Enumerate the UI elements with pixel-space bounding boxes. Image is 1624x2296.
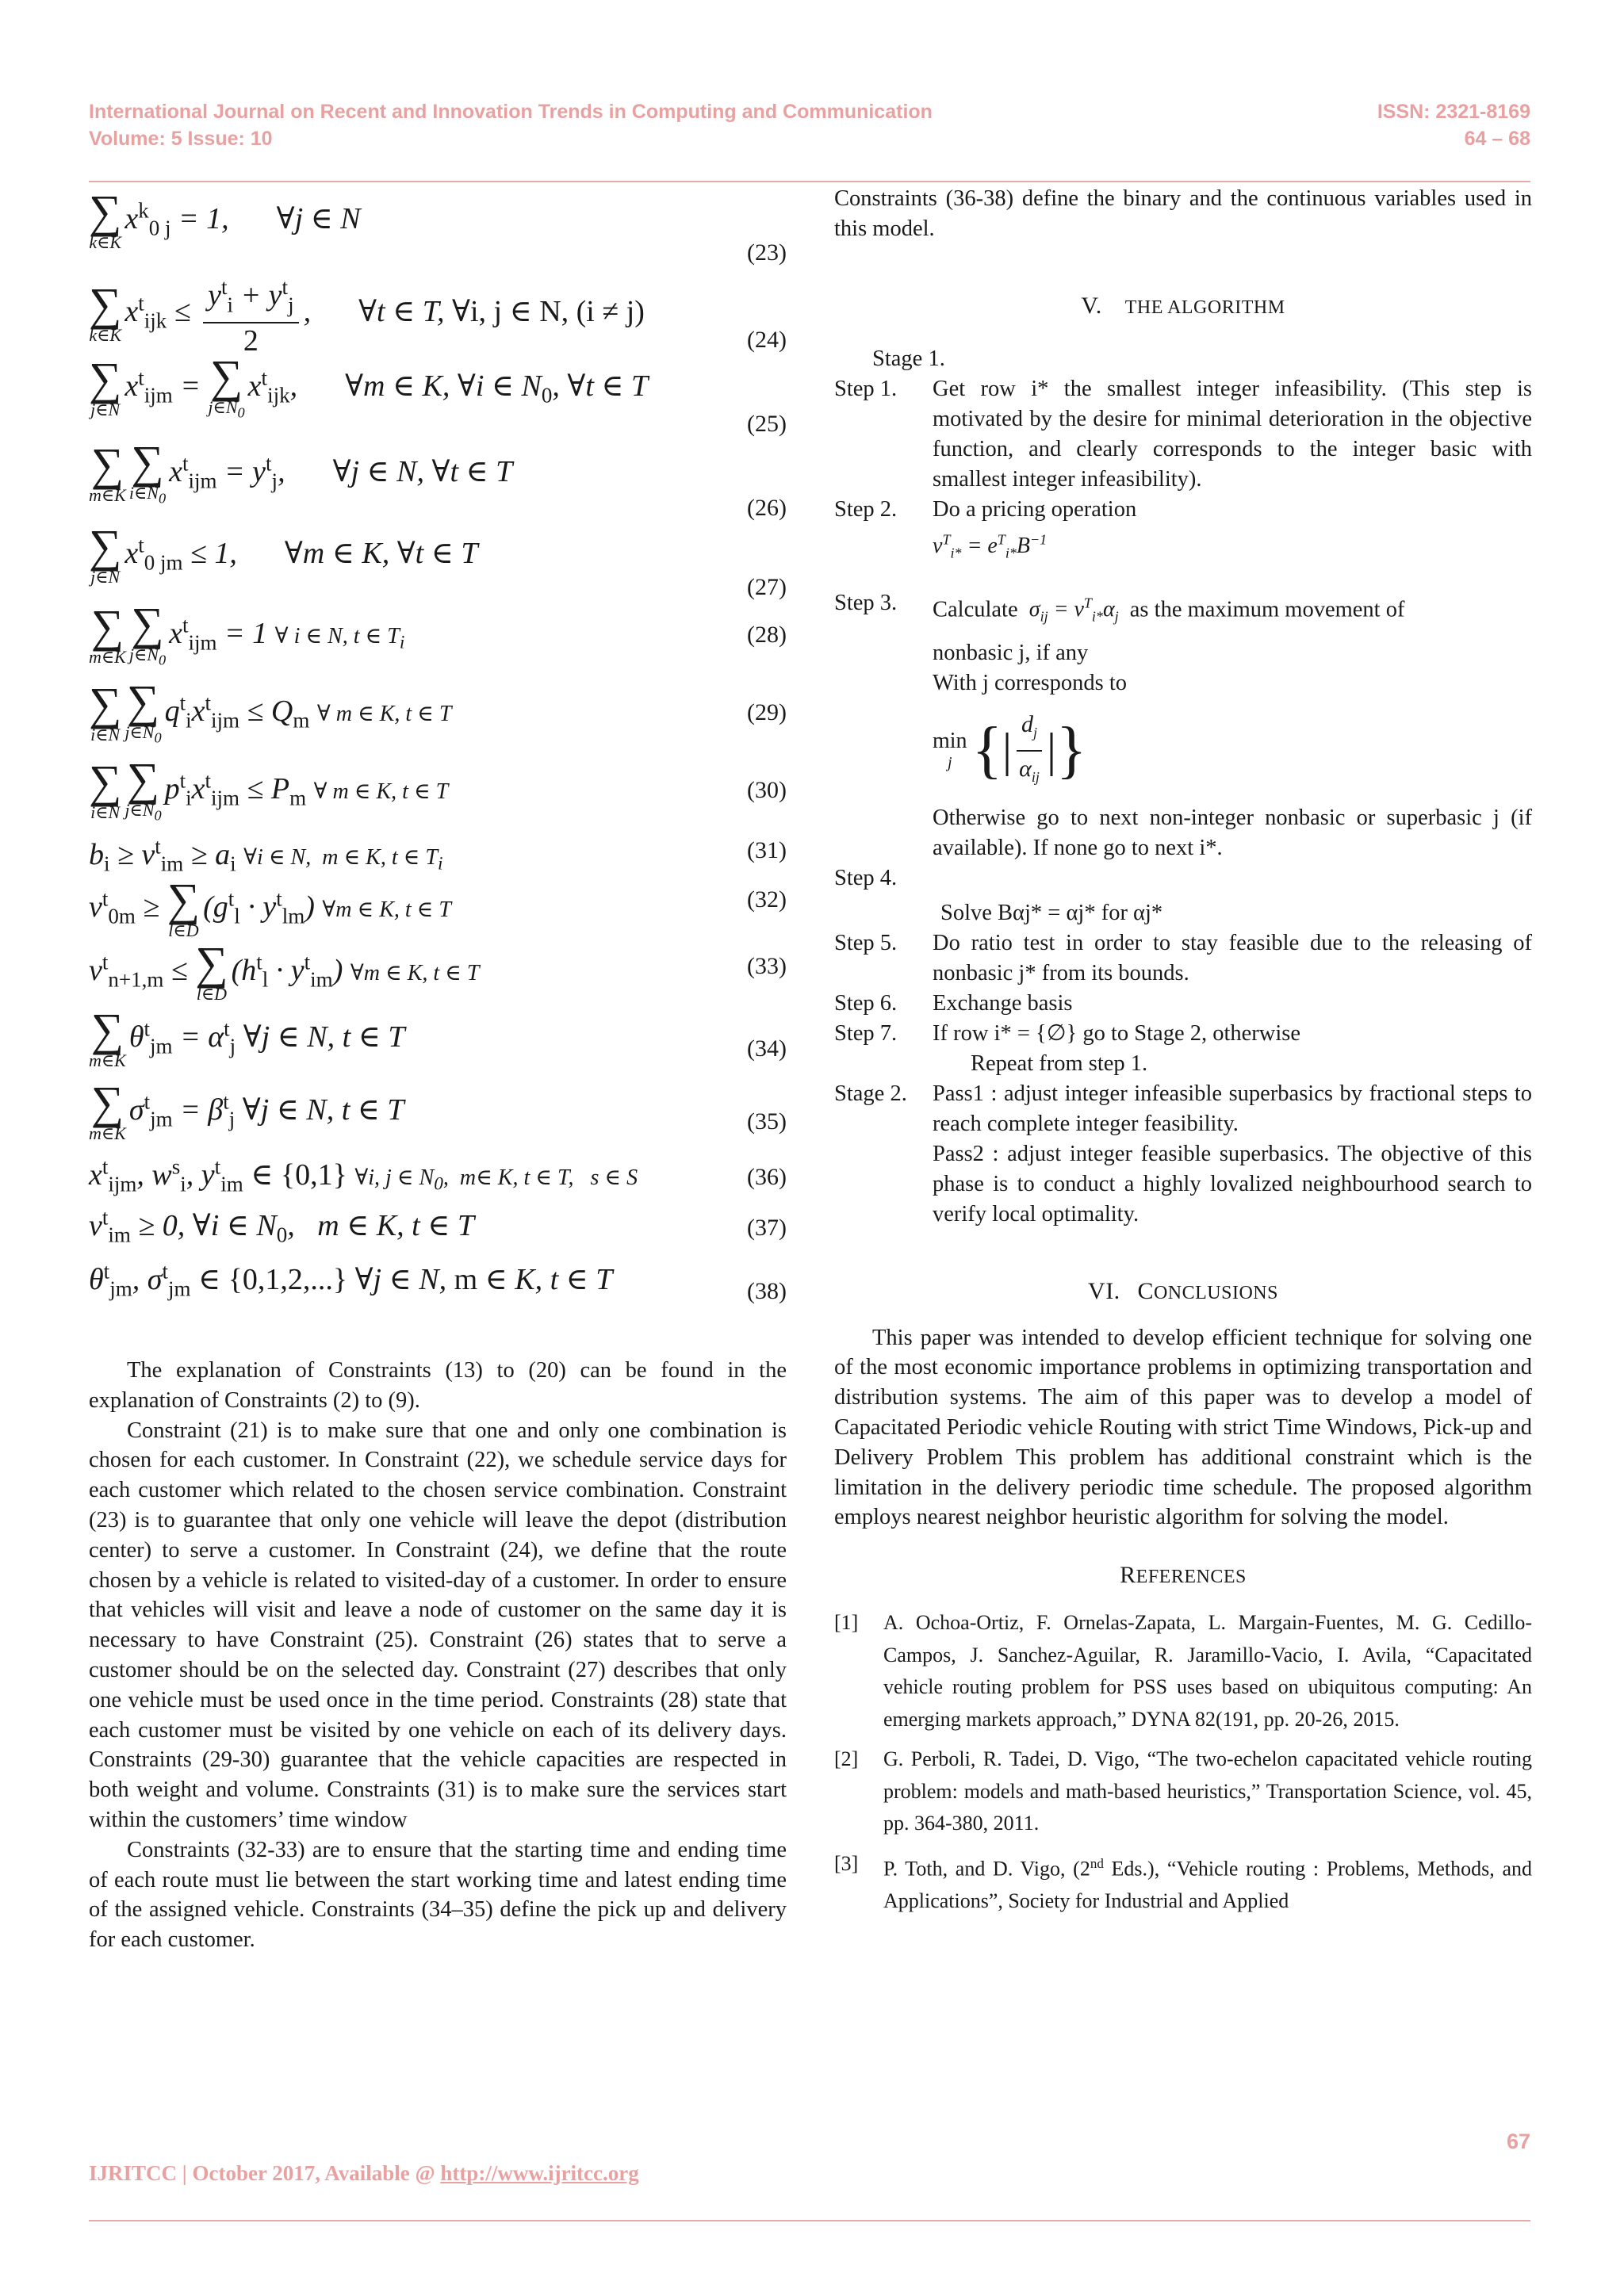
eq-number: (30) [747,777,787,803]
section-heading-conclusions: VI. CONCLUSIONS [1088,1277,1278,1304]
step-4: Step 4. [834,865,898,890]
eq-number: (28) [747,622,787,648]
eq-number: (31) [747,837,787,863]
page-range: 64 – 68 [1464,128,1530,150]
equation-34: ∑ m∈K $\theta^t_{jm} = \alpha^t_j$ ∀j ∈ N, t ∈ T (34) [89,1004,787,1070]
equation-37: $v^t_{im} \ge 0$, ∀i ∈ $N_0$, m ∈ K, t ∈ T (37) [89,1205,787,1247]
eq-number: (23) [747,239,787,266]
section-heading-algorithm: V. THE ALGORITHM [1081,292,1285,319]
eq-number: (37) [747,1215,787,1241]
eq-number: (34) [747,1035,787,1062]
step-3: Step 3. Calculate $\sigma_{ij} = v^T_{i*}\alpha_j$ as the maximum movement of [834,590,1405,625]
eq-number: (35) [747,1108,787,1135]
equation-25: ∑ j∈N $x^t_{ijm}$ = ∑ $j\in N_0$ $x^t_{ijk}$, ∀m ∈ K, ∀i ∈ $N_0$, ∀t ∈ T (25) [89,350,787,437]
right-column [834,184,1532,1917]
equation-26: ∑ m∈K ∑ $i\in N_0$ $x^t_{ijm} = y^t_j$, ∀j ∈ N, ∀t ∈ T (26) [89,436,787,521]
equation-28: ∑ m∈K ∑ $j\in N_0$ $x^t_{ijm} = 1$ ∀ i ∈ N, t ∈ $T_i$ (28) [89,598,787,668]
journal-link[interactable]: http://www.ijritcc.org [440,2161,639,2185]
equation-29: ∑ i∈N ∑ $j\in N_0$ $q^t_ix^t_{ijm} \le Q_m$ ∀ m ∈ K, t ∈ T (29) [89,675,787,746]
eq-number: (36) [747,1164,787,1190]
step-2: Step 2. Do a pricing operation [834,496,1137,522]
stage-2: Stage 2. Pass1 : adjust integer infeasible superbasics by fractional steps to reach complete integer feasibility. [834,1081,1532,1136]
equation-30: ∑ i∈N ∑ $j\in N_0$ $p^t_ix^t_{ijm} \le P_m$ ∀ m ∈ K, t ∈ T (30) [89,753,787,824]
equation-35: ∑ m∈K $\sigma^t_{jm} = \beta^t_j$ ∀j ∈ N, t ∈ T (35) [89,1077,787,1143]
footer-rule [89,2220,1530,2221]
pricing-formula: $v^T_{i*} = e^T_{i*}B^{-1}$ [933,531,1048,561]
step-7-repeat: Repeat from step 1. [971,1050,1148,1076]
paragraph: Constraint (21) is to make sure that one and only one combination is chosen for each customer. In Constraint (22), we schedule service days for each customer which related to the chosen service combination. Constraint (23) is to guarantee that only one vehicle will leave the depot (distribution center) to serve a customer. In Constraint (24), we define that the route chosen by a vehicle is related to visited-day of a customer. In order to ensure that vehicles will visit and leave a node of customer on the same day it is necessary to have Constraint (25). Constraint (26) states that to serve a customer should be on the selected day. Constraint (27) describes that only one vehicle must be used once in the time period. Constraints (28) state that each customer must be visited by one vehicle on each of its delivery days. Constraints (29-30) guarantee that the vehicle capacities are respected in both weight and volume. Constraints (31) is to make sure the services start within the customers’ time window [89,1418,787,1832]
equation-23: ∑ k∈K $x^k_{0 j} = 1$, ∀j ∈ N (23) [89,186,787,266]
equation-36: $x^t_{ijm}$, $w^s_i$, $y^t_{im}$ ∈ {0,1} ∀i, j ∈ $N_0$, m∈ K, t ∈ T, s ∈ S (36) [89,1154,787,1196]
eq-number: (26) [747,495,787,521]
step-5: Step 5. Do ratio test in order to stay feasible due to the releasing of nonbasic j* from its bounds. [834,930,1532,985]
step-4-text: Solve Bαj* = αj* for αj* [940,900,1163,925]
eq-number: (33) [747,953,787,979]
volume-issue: Volume: 5 Issue: 10 [89,128,273,150]
header-rule [89,181,1530,182]
equation-38: $\theta^t_{jm}$, $\sigma^t_{jm}$ ∈ {0,1,2,...} ∀j ∈ N, m ∈ K, t ∈ T (38) [89,1259,787,1304]
journal-title: International Journal on Recent and Innovation Trends in Computing and Communication [89,101,933,123]
min-ratio-formula: min j { | $\frac{d_j}{\alpha_{ij}}$ | } [834,698,1532,803]
left-column [89,184,787,1955]
eq-number: (27) [747,574,787,600]
equation-31: $b_i \ge v^t_{im} \ge a_i$ ∀i ∈ N, m ∈ K, t ∈ $T_i$ (31) [89,834,787,876]
page-number: 67 [1506,2130,1530,2153]
paragraph: Constraints (36-38) define the binary and the continuous variables used in this model. [834,186,1532,241]
reference-3: [3] P. Toth, and D. Vigo, (2nd Eds.), “Vehicle routing : Problems, Methods, and Applications”, Society for Industrial and Applied [834,1851,1532,1912]
paragraph: Constraints (32-33) are to ensure that the starting time and ending time of each route must lie between the start working time and latest ending time of the assigned vehicle. Constraints (34–35) define the pick up and delivery for each customer. [89,1837,787,1953]
equation-27: ∑ j∈N $x^t_{0 jm} \le 1$, ∀m ∈ K, ∀t ∈ T (27) [89,520,787,600]
eq-number: (24) [747,327,787,353]
paragraph: The explanation of Constraints (13) to (20) can be found in the explanation of Constraints (2) to (9). [89,1358,787,1413]
eq-number: (29) [747,699,787,725]
footer-availability: IJRITCC | October 2017, Available @ http://www.ijritcc.org [89,2161,639,2185]
equation-33: $v^t_{n+1,m}$ ≤ ∑ l∈D $(h^t_l \cdot y^t_{im})$ ∀m ∈ K, t ∈ T (33) [89,937,787,1004]
step-6: Step 6. Exchange basis [834,990,1073,1016]
step-3-line-3: With j corresponds to [933,670,1128,695]
equation-32: $v^t_{0m}$ ≥ ∑ l∈D $(g^t_l \cdot y^t_{lm})$ ∀m ∈ K, t ∈ T (32) [89,874,787,940]
eq-number: (38) [747,1278,787,1304]
step-1: Step 1. Get row i* the smallest integer infeasibility. (This step is motivated by the desire for minimal deterioration in the objective function, and clearly corresponds to the integer basic with smallest integer infeasibility). [834,376,1532,492]
stage-2-pass2: Pass2 : adjust integer feasible superbasics. The objective of this phase is to conduct a highly lovalized neighbourhood search to verify local optimality. [933,1141,1532,1226]
step-7: Step 7. If row i* = {∅} go to Stage 2, otherwise [834,1020,1301,1046]
section-heading-references: REFERENCES [1120,1562,1247,1589]
step-3-otherwise: Otherwise go to next non-integer nonbasic or superbasic j (if available). If none go to next i*. [933,805,1532,860]
equation-24: ∑ k∈K $x^t_{ijk}$ ≤ $\frac{y^t_i + y^t_j}{2}$ , ∀t ∈ T, ∀i, j ∈ N, (i ≠ j) (24) [89,270,787,355]
stage-1: Stage 1. [872,346,945,371]
page-header [89,98,1530,152]
eq-number: (25) [747,411,787,437]
conclusions-paragraph: This paper was intended to develop efficient technique for solving one of the most economic importance problems in optimizing transportation and distribution systems. The aim of this paper was to develop a model of Capacitated Periodic vehicle Routing with strict Time Windows, Pick-up and Delivery Problem This problem has additional constraint which is the limitation in the delivery periodic time schedule. The proposed algorithm employs nearest neighbor heuristic algorithm for solving the model. [834,1325,1532,1530]
reference-2: [2] G. Perboli, R. Tadei, D. Vigo, “The two-echelon capacitated vehicle routing problem: models and math-based heuristics,” Transportation Science, vol. 45, pp. 364-380, 2011. [834,1747,1532,1835]
issn: ISSN: 2321-8169 [1377,101,1530,123]
reference-1: [1] A. Ochoa-Ortiz, F. Ornelas-Zapata, L. Margain-Fuentes, M. G. Cedillo-Campos, J. Sanchez-Aguilar, R. Jaramillo-Vacio, I. Avila, “Capacitated vehicle routing problem for PSS uses based on ubiquitous computing: An emerging markets approach,” DYNA 82(191, pp. 20-26, 2015. [834,1611,1532,1731]
step-3-line-2: nonbasic j, if any [933,640,1089,665]
eq-number: (32) [747,886,787,913]
